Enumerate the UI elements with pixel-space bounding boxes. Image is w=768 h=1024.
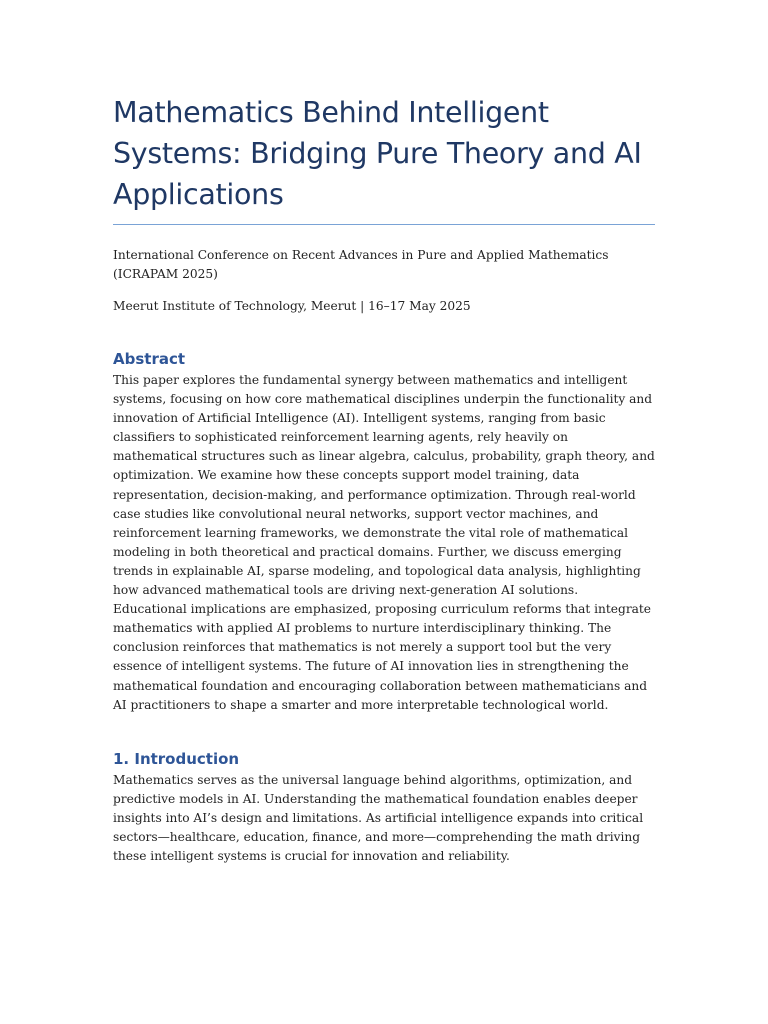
venue-and-date: Meerut Institute of Technology, Meerut | 16–17 May 2025 <box>113 299 471 313</box>
introduction-text: Mathematics serves as the universal language behind algorithms, optimization, and predictive models in AI. Understanding the mathematical foundation enables deeper insights into AI’s design and limitations. As artificial intelligence expands into critical sectors—healthcare, education, finance, and more—comprehending the math driving these intelligent systems is crucial for innovation and reliability. <box>113 772 644 864</box>
abstract-heading: Abstract <box>113 350 186 368</box>
paper-page <box>113 92 655 866</box>
paper-title: Mathematics Behind Intelligent Systems: Bridging Pure Theory and AI Applications <box>113 92 655 225</box>
abstract-text: This paper explores the fundamental synergy between mathematics and intelligent systems, focusing on how core mathematical disciplines underpin the functionality and innovation of Artificial Intelligence (AI). Intelligent systems, ranging from basic classifiers to sophisticated reinforcement learning agents, rely heavily on mathematical structures such as linear algebra, calculus, probability, graph theory, and optimization. We examine how these concepts support model training, data representation, decision-making, and performance optimization. Through real-world case studies like convolutional neural networks, support vector machines, and reinforcement learning frameworks, we demonstrate the vital role of mathematical modeling in both theoretical and practical domains. Further, we discuss emerging trends in explainable AI, sparse modeling, and topological data analysis, highlighting how advanced mathematical tools are driving next-generation AI solutions. Educational implications are emphasized, proposing curriculum reforms that integrate mathematics with applied AI problems to nurture interdisciplinary thinking. The conclusion reinforces that mathematics is not merely a support tool but the very essence of intelligent systems. The future of AI innovation lies in strengthening the mathematical foundation and encouraging collaboration between mathematicians and AI practitioners to shape a smarter and more interpretable technological world. <box>113 373 655 712</box>
introduction-heading: 1. Introduction <box>113 749 240 768</box>
conference-name: International Conference on Recent Advances in Pure and Applied Mathematics (ICRAPAM 2025) <box>113 248 609 281</box>
